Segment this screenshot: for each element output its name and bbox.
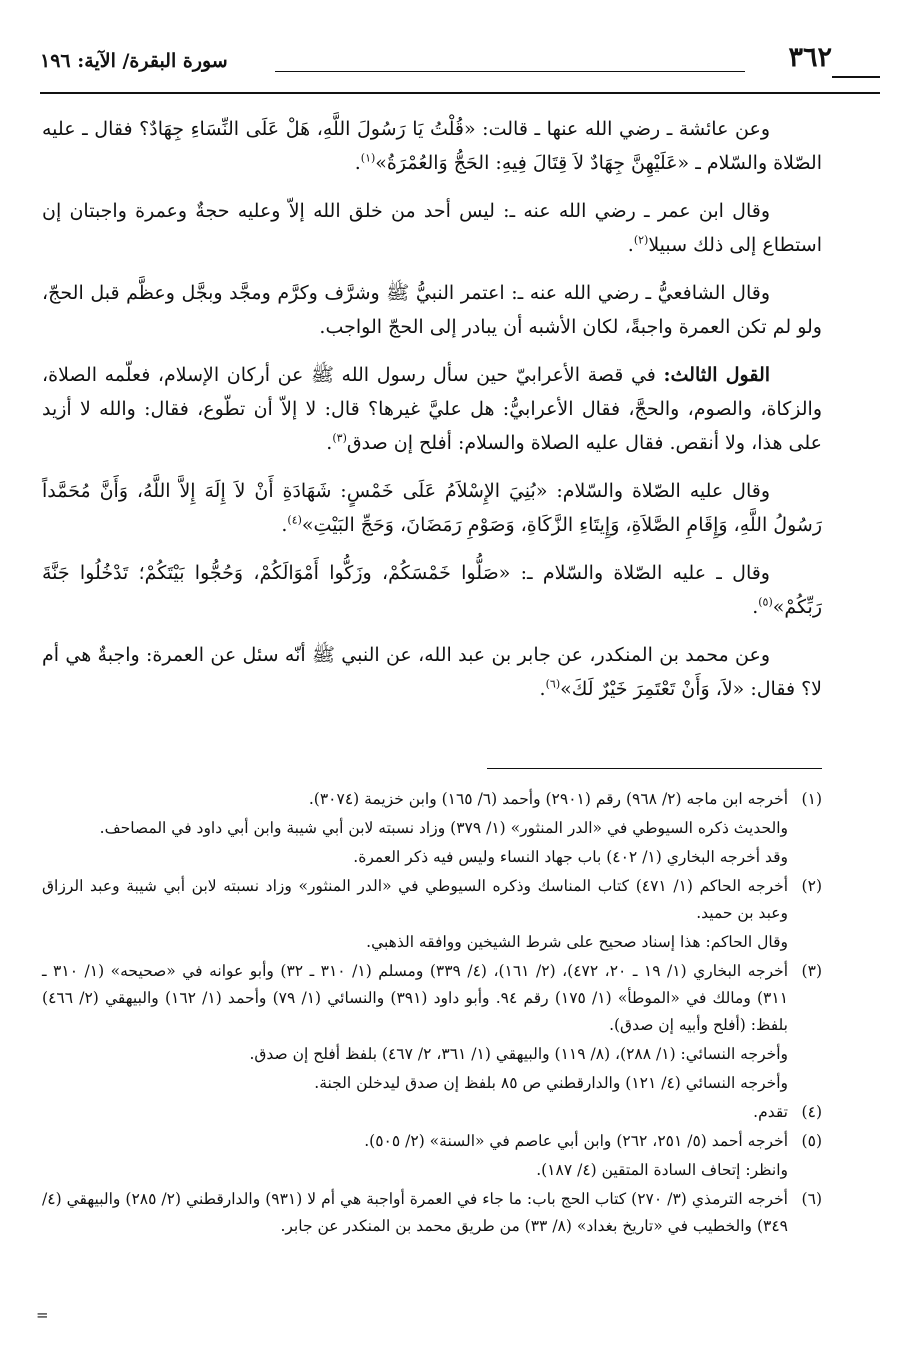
footnote-text: وانظر: إتحاف السادة المتقين (٤/ ١٨٧). — [536, 1161, 788, 1179]
footnote-ref[interactable]: (١) — [360, 151, 376, 165]
footnote-text: أخرجه الترمذي (٣/ ٢٧٠) كتاب الحج باب: ما جاء في العمرة أواجبة هي أم لا (٩٣١) والدارقطني (٢/ ٢٨٥) والبيهقي (٤/ ٣٤٩) والخطيب في «تاريخ بغداد» (٨/ ٣٣) من طريق محمد بن المنكدر عن جابر. — [42, 1190, 788, 1235]
footnotes — [42, 786, 822, 1242]
sentence-end: . — [752, 596, 759, 618]
footnote-text: وقد أخرجه البخاري (١/ ٤٠٢) باب جهاد النساء وليس فيه ذكر العمرة. — [353, 848, 788, 866]
footnote-text: وأخرجه النسائي: (١/ ٢٨٨)، (٨/ ١١٩) والبيهقي (١/ ٣٦١، ٢/ ٤٦٧) بلفظ أفلح إن صدق. — [249, 1045, 788, 1063]
footnote-ref[interactable]: (٢) — [633, 233, 649, 247]
main-text — [42, 112, 822, 720]
section-lead: القول الثالث: — [663, 364, 771, 386]
footnote-number: (٢) — [801, 877, 822, 895]
sentence-end: . — [539, 678, 546, 700]
paragraph — [42, 556, 822, 624]
footnote-text: أخرجه الحاكم (١/ ٤٧١) كتاب المناسك وذكره السيوطي في «الدر المنثور» وزاد نسبته لابن أبي شيبة وعبد الرزاق وعبد بن حميد. — [42, 877, 789, 922]
footnote-ref[interactable]: (٣) — [332, 431, 347, 445]
sentence-end: . — [326, 432, 333, 454]
footnote — [42, 1157, 822, 1184]
header-rule — [275, 71, 745, 72]
paragraph-text: وعن محمد بن المنكدر، عن جابر بن عبد الله، عن النبي ﷺ أنّه سئل عن العمرة: واجبةٌ هي أم لا؟ فقال: «لاَ، وَأَنْ تَعْتَمِرَ خَيْرٌ لَكَ» — [42, 644, 822, 700]
paragraph-text: وقال عليه الصّلاة والسّلام: «بُنِيَ الإِسْلاَمُ عَلَى خَمْسٍ: شَهَادَةِ أَنْ لاَ إِلَهَ إِلاَّ اللَّهُ، وَأَنَّ مُحَمَّداً رَسُولُ اللَّهِ، وَإِقَامِ الصَّلاَةِ، وَإِيتَاءِ الزَّكَاةِ، وَصَوْمِ رَمَضَانَ، وَحَجِّ البَيْتِ» — [42, 480, 822, 536]
paragraph — [42, 474, 822, 542]
running-header — [40, 42, 880, 82]
footnote — [42, 1186, 822, 1240]
paragraph — [42, 194, 822, 262]
footnote — [42, 1070, 822, 1097]
paragraph-text: وعن عائشة ـ رضي الله عنها ـ قالت: «قُلْتُ يَا رَسُولَ اللَّهِ، هَلْ عَلَى النِّسَاءِ جِهَادٌ؟ فقال ـ عليه الصّلاة والسّلام ـ «عَلَيْهِنَّ جِهَادٌ لاَ قِتَالَ فِيهِ: الحَجُّ وَالعُمْرَةُ» — [42, 118, 822, 174]
paragraph-text: وقال ابن عمر ـ رضي الله عنه ـ: ليس أحد من خلق الله إلاّ وعليه حجةٌ وعمرة واجبتان إن استطاع إلى ذلك سبيلا — [42, 200, 822, 256]
footnote — [42, 1128, 822, 1155]
footnote — [42, 929, 822, 956]
footnote-separator — [487, 768, 822, 769]
header-rule — [832, 76, 880, 78]
paragraph-text: وقال ـ عليه الصّلاة والسّلام ـ: «صَلُّوا خَمْسَكُمْ، وزَكُّوا أَمْوَالَكُمْ، وَحُجُّوا بَيْتَكُمْ؛ تَدْخُلُوا جَنَّةَ رَبِّكُمْ» — [42, 562, 822, 618]
sentence-end: . — [354, 152, 361, 174]
page-number: ٣٦٢ — [788, 42, 832, 73]
footnote-ref[interactable]: (٥) — [758, 595, 773, 609]
footnote-text: أخرجه أحمد (٥/ ٢٥١، ٢٦٢) وابن أبي عاصم في «السنة» (٢/ ٥٠٥). — [364, 1132, 788, 1150]
footnote-ref[interactable]: (٤) — [287, 513, 302, 527]
footnote — [42, 1099, 822, 1126]
footnote-number: (١) — [801, 790, 822, 808]
header-divider — [40, 92, 880, 94]
paragraph — [42, 112, 822, 180]
footnote-number: (٤) — [801, 1103, 822, 1121]
paragraph — [42, 638, 822, 706]
footnote — [42, 815, 822, 842]
paragraph — [42, 358, 822, 460]
footnote — [42, 786, 822, 813]
footnote-number: (٥) — [801, 1132, 822, 1150]
sentence-end: . — [627, 234, 634, 256]
footnote-ref[interactable]: (٦) — [545, 677, 561, 691]
footnote — [42, 844, 822, 871]
footnote-text: وقال الحاكم: هذا إسناد صحيح على شرط الشيخين ووافقه الذهبي. — [366, 933, 788, 951]
footnote-text: أخرجه ابن ماجه (٢/ ٩٦٨) رقم (٢٩٠١) وأحمد (٦/ ١٦٥) وابن خزيمة (٣٠٧٤). — [308, 790, 788, 808]
paragraph — [42, 276, 822, 344]
footnote-text: وأخرجه النسائي (٤/ ١٢١) والدارقطني ص ٨٥ بلفظ إن صدق ليدخلن الجنة. — [314, 1074, 788, 1092]
paragraph-text: في قصة الأعرابيّ حين سأل رسول الله ﷺ عن أركان الإسلام، فعلّمه الصلاة، والزكاة، والصوم، والحجَّ، فقال الأعرابيُّ: هل عليَّ غيرها؟ قال: لا إلاّ أن تطّوع، فقال: والله لا أزيد على هذا، ولا أنقص. فقال عليه الصلاة والسلام: أفلح إن صدق — [42, 364, 822, 454]
sura-title: سورة البقرة/ الآية: ١٩٦ — [40, 50, 228, 72]
footnote-text: تقدم. — [753, 1103, 788, 1121]
footnote-text: أخرجه البخاري (١/ ١٩ ـ ٢٠، ٤٧٢)، (٢/ ١٦١)، (٤/ ٣٣٩) ومسلم (١/ ٣١٠ ـ ٣٢) وأبو عوانه في «صحيحه» (١/ ٣١٠ ـ ٣١١) ومالك في «الموطأ» (١/ ١٧٥) رقم ٩٤. وأبو داود (٣٩١) والنسائي (١/ ٧٩) وأحمد (١/ ١٦٢) والبيهقي (٢/ ٤٦٦) بلفظ: (أفلح وأبيه إن صدق). — [42, 962, 789, 1034]
footnote — [42, 1041, 822, 1068]
sentence-end: . — [281, 514, 288, 536]
footnote-number: (٦) — [801, 1190, 822, 1208]
footnote-text: والحديث ذكره السيوطي في «الدر المنثور» (١/ ٣٧٩) وزاد نسبته لابن أبي شيبة وابن أبي داود في المصاحف. — [99, 819, 788, 837]
continuation-marker: = — [36, 1306, 49, 1324]
footnote — [42, 873, 822, 927]
footnote — [42, 958, 822, 1039]
footnote-number: (٣) — [801, 962, 822, 980]
paragraph-text: وقال الشافعيُّ ـ رضي الله عنه ـ: اعتمر النبيُّ ﷺ وشرَّف وكرَّم ومجَّد وبجَّل وعظَّم قبل الحجّ، ولو لم تكن العمرة واجبةً، لكان الأشبه أن يبادر إلى الحجّ الواجب. — [42, 282, 822, 338]
